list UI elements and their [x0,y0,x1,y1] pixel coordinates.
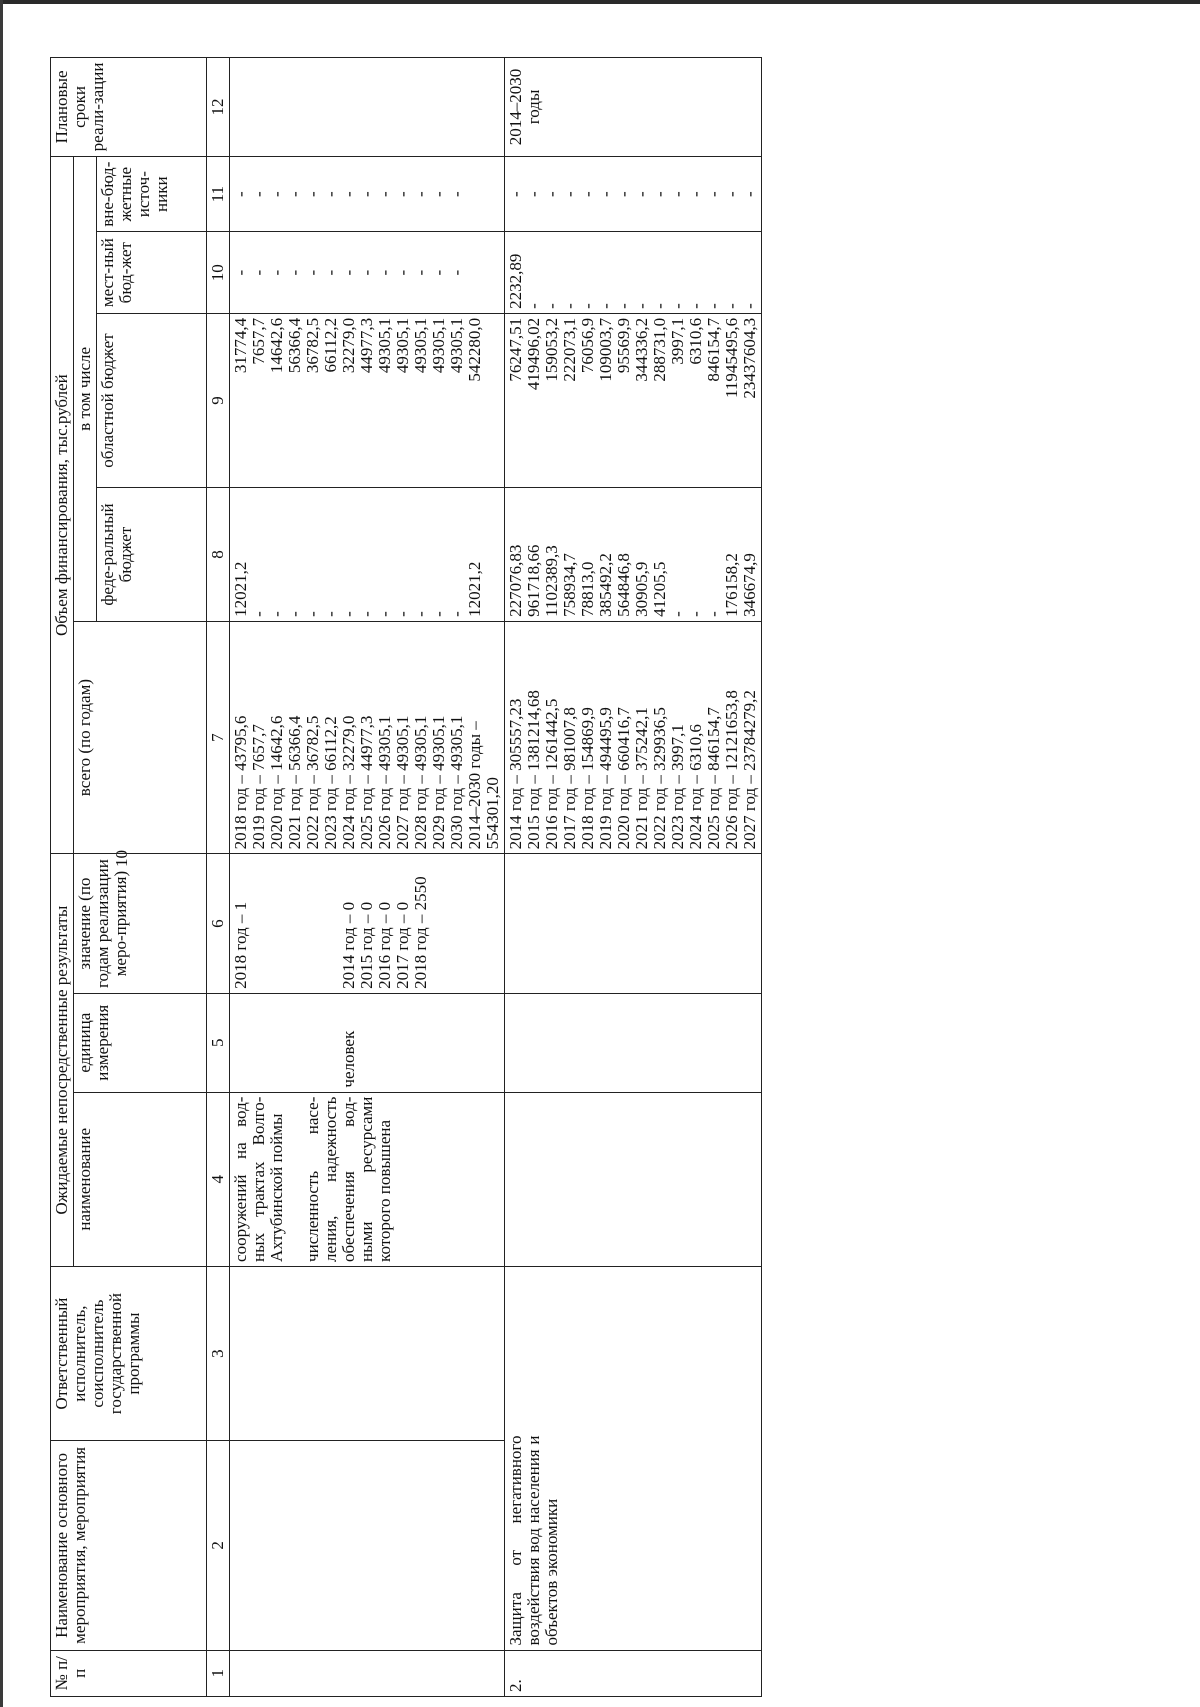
value-line: 23437604,3 [740,317,759,399]
value-line: 30905,9 [632,561,651,617]
local-cell [505,232,762,313]
column-numbers-row [207,58,230,1697]
value-line: - [506,191,525,198]
col-number: 11 [207,156,230,232]
value-line: 44977,3 [357,317,376,374]
value-line: 346674,9 [740,553,759,617]
header-activity: Наименование основного мероприятия, мероприятия [51,1441,207,1650]
program-table [50,57,762,1697]
header-executor: Ответственный исполнитель, соисполнитель государственной программы [51,1266,207,1440]
value-line: 12021,2 [231,561,250,617]
value-line: 3997,1 [668,317,687,365]
value-line: 542280,0 [465,317,484,382]
value-line: - [596,191,615,198]
value-line: 288731,0 [650,317,669,382]
value-line: 2023 год – 66112,2 [321,716,340,850]
value-line: 419496,02 [524,317,543,391]
value-line: - [339,611,358,617]
page-number: 10 [112,850,131,867]
value-line: 564846,8 [614,553,633,617]
value-line: - [375,269,394,276]
extrabudget-cell [505,156,762,232]
col-number: 8 [207,488,230,622]
value-line: 159053,2 [542,317,561,382]
value-line: - [339,191,358,198]
value-line: 2018 год – 43795,6 [231,715,250,850]
result-name: сооружений на вод-ных трактах Волго-Ахтубинской поймы [231,1096,286,1262]
value-line: - [321,191,340,198]
value-line: 758934,7 [560,553,579,617]
value-line: 76056,9 [578,317,597,374]
col-number: 10 [207,232,230,313]
value-line: - [357,269,376,276]
value-line: - [429,611,448,617]
value-line: - [393,191,412,198]
row-number: 2. [505,1650,762,1696]
value-line: 2015 год – 0 [357,901,376,989]
value-line: 78813,0 [578,561,597,617]
value-line: 49305,1 [447,317,466,374]
value-line: - [429,269,448,276]
value-line: 2019 год – 494495,9 [596,707,615,850]
value-line: 32279,0 [339,317,358,374]
value-line: - [542,303,561,309]
value-line: - [722,303,741,309]
value-line: - [375,191,394,198]
value-line: - [249,269,268,276]
value-line: - [285,611,304,617]
value-line: - [357,611,376,617]
value-line: - [321,611,340,617]
value-line: - [704,303,723,309]
header-federal: феде-ральный бюджет [97,488,207,622]
col-number: 1 [207,1650,230,1696]
col-number: 5 [207,993,230,1092]
header-regional: областной бюджет [97,313,207,487]
col-number: 3 [207,1266,230,1440]
value-line: 344336,2 [632,317,651,382]
local-cell [230,232,505,313]
value-line: 2029 год – 49305,1 [429,715,448,850]
value-line: 2016 год – 0 [375,901,394,989]
value-line: - [429,191,448,198]
value-line: 49305,1 [393,317,412,374]
col-number: 9 [207,313,230,487]
value-line: 2026 год – 12121653,8 [722,690,741,850]
extrabudget-cell [230,156,505,232]
value-line: 14642,6 [267,317,286,374]
value-line: 2232,89 [506,253,525,309]
value-line: 49305,1 [411,317,430,374]
value-line: 2030 год – 49305,1 [447,715,466,850]
value-line: - [524,303,543,309]
value-line: - [740,191,759,198]
value-line: - [632,303,651,309]
value-line: - [339,269,358,276]
value-line: 961718,66 [524,544,543,617]
header-extrabudget: вне-бюд-жетные источ-ники [97,156,207,232]
result-values-cell [230,854,505,993]
value-line: 49305,1 [429,317,448,374]
period-value: 2014–2030 годы [505,58,762,157]
table-row [230,58,505,1697]
value-line: - [321,269,340,276]
value-line: - [411,611,430,617]
value-line: - [447,269,466,276]
value-line: - [560,303,579,309]
value-line: - [231,191,250,198]
value-line: 2024 год – 32279,0 [339,715,358,850]
value-line: - [650,191,669,198]
header-result-name: наименование [74,1092,207,1266]
header-result-unit: единица измерения [74,993,207,1092]
value-line: - [375,611,394,617]
value-line: 7657,7 [249,317,268,365]
value-line: 2020 год – 14642,6 [267,715,286,850]
value-line: - [267,269,286,276]
federal-cell [230,488,505,622]
value-line: - [614,191,633,198]
value-line: 2014–2030 годы – [465,721,484,850]
col-number: 12 [207,58,230,157]
value-line: 2025 год – 846154,7 [704,707,723,850]
value-line: - [614,303,633,309]
value-line: 12021,2 [465,561,484,617]
value-line: - [596,303,615,309]
header-results-group: Ожидаемые непосредственные результаты [51,854,74,1267]
value-line: - [704,191,723,198]
value-line: - [285,191,304,198]
value-line: 2022 год – 36782,5 [303,715,322,850]
activity-name: Защита от негативного воздействия вод населения и объектов экономики [505,1266,762,1650]
value-line: 2028 год – 49305,1 [411,715,430,850]
total-cell [505,621,762,853]
value-line: - [560,191,579,198]
header-finance-group: Объем финансирования, тыс.рублей [51,156,74,853]
value-line: - [303,269,322,276]
value-line: 11945495,6 [722,317,741,398]
value-line: 2021 год – 56366,4 [285,715,304,850]
value-line: - [650,303,669,309]
header-local: мест-ный бюд-жет [97,232,207,313]
header-period: Плановые сроки реали-зации [51,58,207,157]
result-names-cell [230,1092,505,1266]
value-line: - [686,611,705,617]
value-line: 2024 год – 6310,6 [686,724,705,850]
value-line: 6310,6 [686,317,705,365]
regional-cell [505,313,762,487]
value-line: 2018 год – 154869,9 [578,707,597,850]
value-line: - [668,191,687,198]
value-line: 2019 год – 7657,7 [249,724,268,850]
col-number: 2 [207,1441,230,1650]
value-line: - [578,303,597,309]
value-line: 2016 год – 1261442,5 [542,698,561,850]
col-number: 7 [207,621,230,853]
value-line: - [231,269,250,276]
value-line: 2014 год – 0 [339,901,358,989]
value-line: - [704,611,723,617]
result-unit: человек [339,1030,358,1088]
federal-cell [505,488,762,622]
table-row [505,58,762,1697]
value-line: - [686,303,705,309]
value-line: 227076,83 [506,544,525,617]
col-number: 6 [207,854,230,993]
value-line: - [411,191,430,198]
value-line: 846154,7 [704,317,723,382]
value-line: 2015 год – 1381214,68 [524,690,543,850]
value-line: 2027 год – 23784279,2 [740,690,759,850]
value-line: - [542,191,561,198]
value-line: 1102389,3 [542,545,561,617]
col-number: 4 [207,1092,230,1266]
value-line: 2027 год – 49305,1 [393,715,412,850]
value-line: - [267,611,286,617]
result-value: 2018 год – 1 [231,901,250,989]
value-line: 41205,5 [650,561,669,617]
value-line: 2025 год – 44977,3 [357,715,376,850]
value-line: - [447,611,466,617]
value-line: 109003,7 [596,317,615,382]
value-line: 2017 год – 981007,8 [560,707,579,850]
value-line: 36782,5 [303,317,322,374]
header-total: всего (по годам) [74,621,207,853]
header-result-value: значение (по годам реализации меро-приятия) [74,854,207,993]
value-line: - [285,269,304,276]
value-line: - [393,269,412,276]
value-line: 49305,1 [375,317,394,374]
value-line: - [740,303,759,309]
value-line: - [303,611,322,617]
value-line: - [668,611,687,617]
value-line: - [524,191,543,198]
value-line: 76247,51 [506,317,525,382]
value-line: 2023 год – 3997,1 [668,724,687,850]
result-unit-cell [230,993,505,1092]
value-line: - [722,191,741,198]
value-line: 2018 год – 2550 [411,876,430,989]
value-line: 2026 год – 49305,1 [375,715,394,850]
value-line: 222073,1 [560,317,579,382]
value-line: 554301,20 [483,777,502,850]
result-name: численность насе-ления, надежность обеспечения вод-ными ресурсами которого повышена [303,1096,394,1262]
regional-cell [230,313,505,487]
value-line: - [249,191,268,198]
value-line: - [411,269,430,276]
header-including: в том числе [74,156,97,621]
value-line: 2014 год – 305557,23 [506,698,525,850]
value-line: - [632,191,651,198]
value-line: 2020 год – 660416,7 [614,707,633,850]
value-line: - [668,303,687,309]
value-line: 66112,2 [321,317,340,373]
header-row-1 [51,58,74,1697]
value-line: - [303,191,322,198]
value-line: - [357,191,376,198]
value-line: - [686,191,705,198]
value-line: 31774,4 [231,317,250,374]
value-line: 176158,2 [722,553,741,617]
value-line: 56366,4 [285,317,304,374]
value-line: - [249,611,268,617]
value-line: - [578,191,597,198]
total-cell [230,621,505,853]
value-line: 2022 год – 329936,5 [650,707,669,850]
value-line: - [267,191,286,198]
value-line: 385492,2 [596,553,615,617]
value-line: - [393,611,412,617]
header-num: № п/п [51,1650,207,1696]
value-line: 2021 год – 375242,1 [632,707,651,850]
value-line: 2017 год – 0 [393,901,412,989]
value-line: - [447,191,466,198]
value-line: 95569,9 [614,317,633,374]
